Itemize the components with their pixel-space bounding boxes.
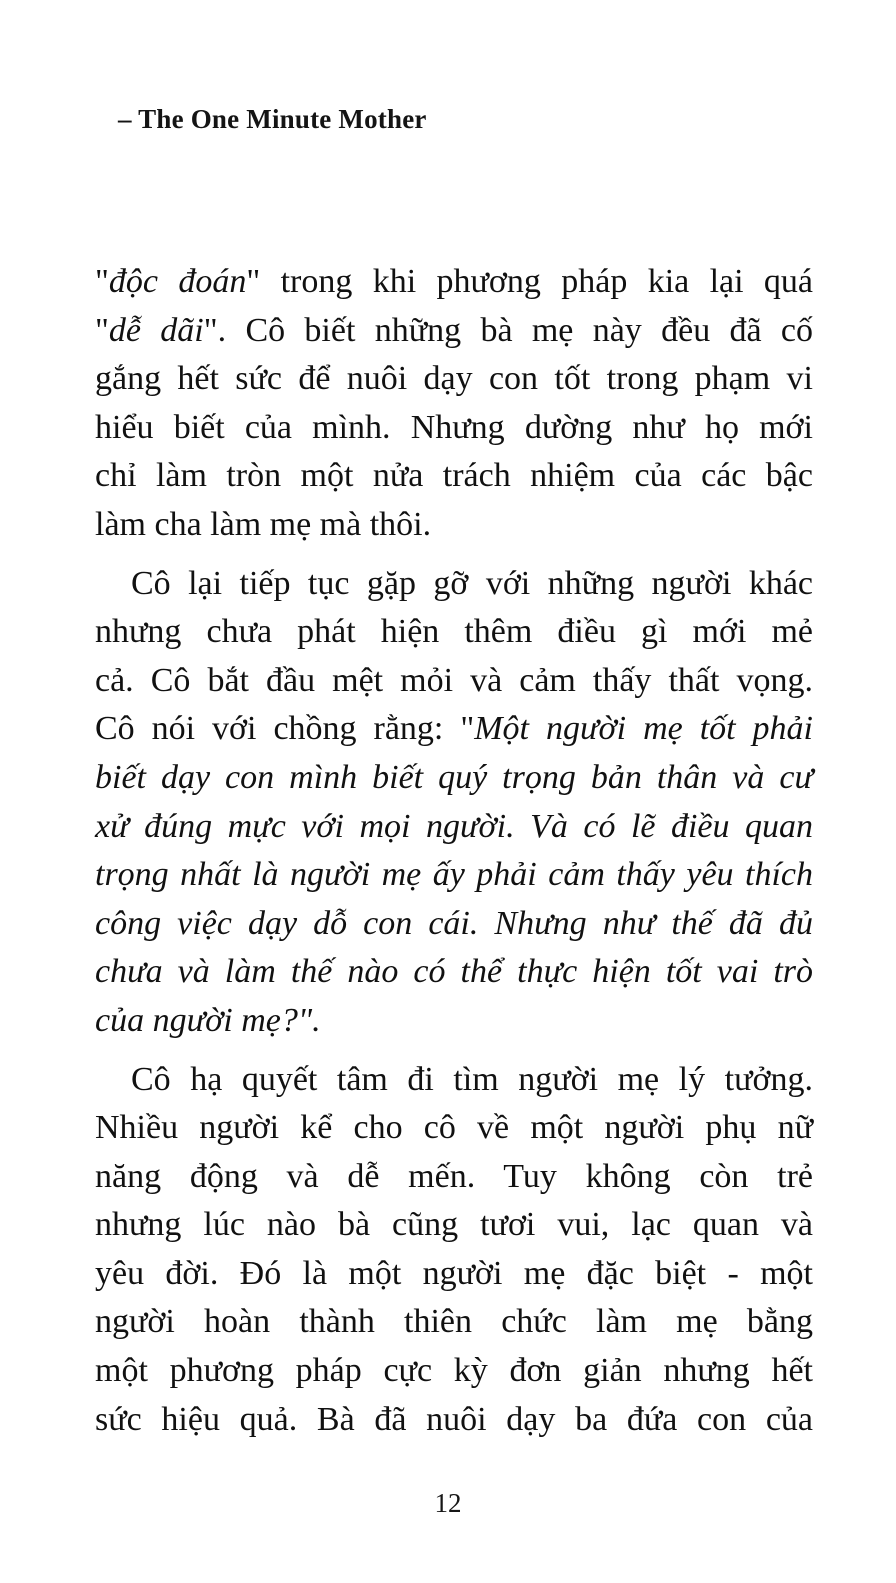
italic-text: dễ dãi	[108, 311, 204, 349]
text-line	[95, 1396, 813, 1445]
text-line	[95, 404, 813, 453]
text-line	[95, 1298, 813, 1347]
text-run: hiểu biết của mình. Nhưng dường như họ mới	[95, 408, 813, 446]
text-line	[95, 1056, 813, 1105]
italic-text: công việc dạy dỗ con cái. Nhưng như thế đã đủ	[95, 904, 813, 942]
paragraph-2	[95, 560, 813, 1046]
text-line	[95, 851, 813, 900]
text-line	[95, 1250, 813, 1299]
italic-text: chưa và làm thế nào có thể thực hiện tốt vai trò	[95, 953, 813, 991]
italic-text: độc đoán	[108, 263, 247, 300]
text-run: cả. Cô bắt đầu mệt mỏi và cảm thấy thất vọng.	[95, 661, 813, 699]
running-header: – The One Minute Mother	[118, 104, 427, 134]
text-line	[95, 900, 813, 949]
italic-text: biết dạy con mình biết quý trọng bản thân và cư	[95, 758, 813, 796]
text-line	[95, 948, 813, 997]
text-line	[95, 608, 813, 657]
page-number: 12	[434, 1488, 462, 1518]
text-run: sức hiệu quả. Bà đã nuôi dạy ba đứa con của	[95, 1400, 813, 1438]
text-run: ". Cô biết những bà mẹ này đều đã cố	[203, 311, 813, 349]
text-line	[95, 705, 813, 754]
text-run: Cô nói với chồng rằng: "	[95, 710, 475, 748]
paragraph-1	[95, 258, 813, 550]
text-line	[95, 1347, 813, 1396]
text-run: Nhiều người kể cho cô về một người phụ nữ	[95, 1109, 813, 1147]
text-line	[95, 997, 813, 1046]
text-line	[95, 355, 813, 404]
text-run: nhưng lúc nào bà cũng tươi vui, lạc quan và	[95, 1206, 813, 1244]
text-line	[95, 1153, 813, 1202]
text-line	[95, 560, 813, 609]
text-run: yêu đời. Đó là một người mẹ đặc biệt - một	[95, 1254, 813, 1292]
body-text	[95, 258, 813, 1444]
text-line	[95, 452, 813, 501]
text-run: " trong khi phương pháp kia lại quá	[246, 263, 814, 300]
text-run: nhưng chưa phát hiện thêm điều gì mới mẻ	[95, 613, 813, 651]
text-run: "	[95, 263, 109, 300]
text-run: gắng hết sức để nuôi dạy con tốt trong phạm vi	[95, 360, 813, 398]
text-run: Cô hạ quyết tâm đi tìm người mẹ lý tưởng.	[131, 1060, 813, 1098]
text-line	[95, 1104, 813, 1153]
text-run: chỉ làm tròn một nửa trách nhiệm của các bậc	[95, 457, 813, 495]
italic-text: xử đúng mực với mọi người. Và có lẽ điều quan	[95, 807, 813, 845]
text-line	[95, 657, 813, 706]
text-run: người hoàn thành thiên chức làm mẹ bằng	[95, 1303, 813, 1341]
text-run: Cô lại tiếp tục gặp gỡ với những người khác	[131, 564, 813, 602]
text-run: năng động và dễ mến. Tuy không còn trẻ	[95, 1157, 813, 1195]
text-line	[95, 754, 813, 803]
text-line	[95, 803, 813, 852]
italic-text: Một người mẹ tốt phải	[474, 710, 813, 748]
text-line	[95, 1201, 813, 1250]
italic-text: của người mẹ?".	[95, 1001, 321, 1039]
text-run: "	[95, 311, 109, 349]
text-line	[95, 501, 813, 550]
text-line	[95, 307, 813, 356]
italic-text: trọng nhất là người mẹ ấy phải cảm thấy yêu thích	[95, 856, 813, 894]
text-run: một phương pháp cực kỳ đơn giản nhưng hết	[95, 1352, 813, 1390]
paragraph-3	[95, 1056, 813, 1445]
text-line	[95, 258, 813, 307]
text-run: làm cha làm mẹ mà thôi.	[95, 505, 432, 543]
